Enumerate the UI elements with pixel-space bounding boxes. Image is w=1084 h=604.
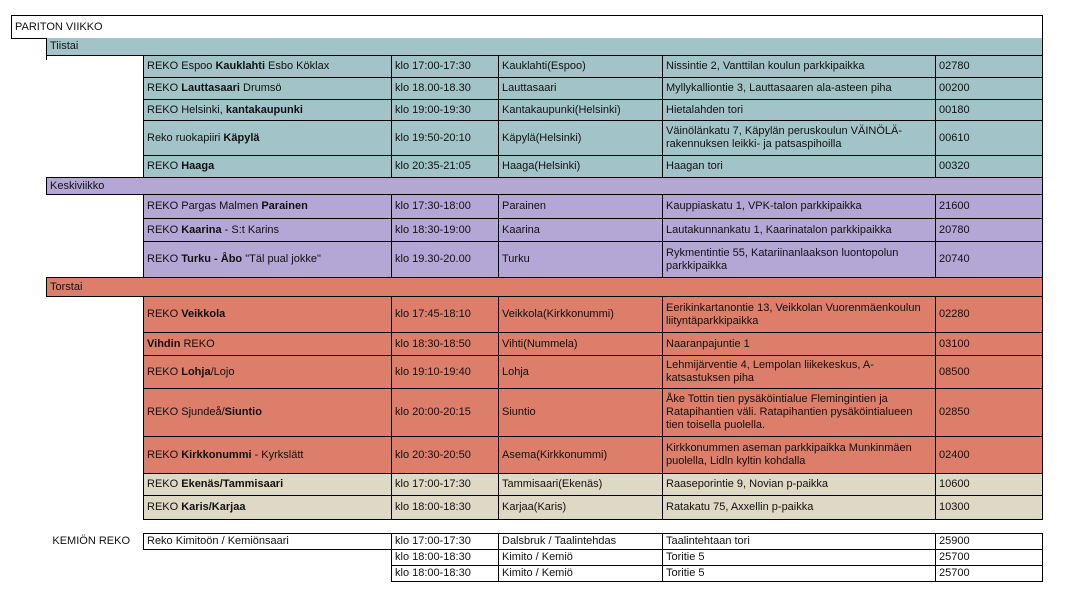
market-name-suffix: - S:t Karins [221,223,280,236]
kemio-cell-time [391,533,499,550]
time-text: klo 19:50-20:10 [395,131,471,144]
cell-name [143,436,392,474]
title-text: PARITON VIIKKO [15,20,103,33]
time-text: klo 17:45-18:10 [395,308,471,320]
kemio-address-text: Taalintehtaan tori [666,535,750,547]
divider [46,56,47,60]
market-name-prefix: REKO [147,253,182,265]
cell-place [498,120,663,156]
postal-text: 00180 [939,103,970,116]
market-name-bold: Haaga [181,160,215,172]
cell-place [498,436,663,474]
cell-time [391,194,499,219]
place-text: Turku [502,253,530,265]
cell-time [391,218,499,242]
market-name-prefix: REKO [147,448,182,461]
time-text: klo 19:10-19:40 [395,365,471,378]
time-text: klo 20:35-21:05 [395,160,471,172]
cell-name [143,77,392,100]
market-name-bold: Veikkola [181,308,226,320]
cell-address [662,332,936,356]
address-text: Lautakunnankatu 1, Kaarinatalon parkkipaikka [666,223,892,236]
cell-place [498,194,663,219]
market-name-prefix: REKO [147,82,182,94]
kemio-postal-text: 25900 [939,535,970,547]
cell-time [391,296,499,333]
cell-place [498,241,663,278]
market-name-bold: Vihdin [147,337,181,350]
market-name [147,253,321,266]
cell-time [391,99,499,121]
postal-text: 08500 [939,365,970,378]
market-name [147,224,279,237]
market-name-prefix: REKO Sjundeå/ [147,406,225,418]
postal-text: 02850 [939,406,970,418]
cell-address [662,99,936,121]
market-name-suffix: "Täl pual jokke" [242,253,321,265]
market-name [147,501,245,514]
postal-text: 20780 [939,223,970,236]
day-label: Tiistai [50,40,79,52]
cell-postal [935,495,1043,520]
market-name [147,366,234,379]
cell-place [498,332,663,356]
cell-time [391,155,499,178]
time-text: klo 20:30-20:50 [395,448,471,461]
market-name [147,60,329,73]
market-name-suffix: Drumsö [239,82,282,94]
postal-text: 20740 [939,253,970,265]
kemio-name-cell [143,533,392,550]
address-text: Rykmentintie 55, Katariinanlaakson luontopolun parkkipaikka [666,246,899,272]
market-name-bold: Lauttasaari [181,82,240,94]
cell-place [498,296,663,333]
kemio-cell-postal [935,533,1043,550]
place-text: Haaga(Helsinki) [502,160,581,172]
address-text: Haagan tori [666,160,723,172]
kemio-place-text: Dalsbruk / Taalintehdas [502,535,617,547]
market-name [147,308,225,321]
market-name-bold: kantakaupunki [225,103,303,116]
market-name-suffix: REKO [180,337,215,350]
market-name-bold: Ekenäs/Tammisaari [181,478,284,490]
cell-place [498,388,663,437]
cell-place [498,355,663,389]
place-text: Lauttasaari [502,82,557,94]
time-text: klo 17:30-18:00 [395,200,471,212]
kemio-address-text: Toritie 5 [666,551,705,563]
cell-time [391,332,499,356]
place-text: Kantakaupunki(Helsinki) [502,103,621,116]
market-name-bold: Karis/Karjaa [181,501,246,513]
kemio-cell-time [391,565,499,582]
day-header-tiistai [46,38,1043,56]
market-name [147,104,303,117]
address-text: Lehmijärventie 4, Lempolan liikekeskus, A-katsastuksen piha [666,359,874,384]
place-text: Kauklahti(Espoo) [502,60,586,72]
postal-text: 02400 [939,448,970,461]
cell-time [391,355,499,389]
market-name-bold: Kauklahti [215,60,265,72]
address-text: Kauppiaskatu 1, VPK-talon parkkipaikka [666,200,862,212]
postal-text: 00610 [939,131,970,144]
cell-time [391,388,499,437]
market-name-prefix: Reko ruokapiiri [147,131,224,144]
cell-address [662,120,936,156]
market-name [147,338,215,351]
address-text: Ratakatu 75, Axxellin p-paikka [666,501,814,513]
cell-time [391,77,499,100]
day-header-keskiviikko [46,177,1043,195]
market-name [147,82,282,95]
cell-address [662,473,936,496]
place-text: Vihti(Nummela) [502,337,578,350]
time-text: klo 20:00-20:15 [395,406,471,418]
kemio-place-text: Kimito / Kemiö [502,551,573,563]
time-text: klo 19:00-19:30 [395,103,471,116]
cell-postal [935,332,1043,356]
market-name [147,132,260,145]
cell-time [391,120,499,156]
place-text: Tammisaari(Ekenäs) [502,478,603,490]
cell-postal [935,296,1043,333]
market-name-prefix: REKO Pargas Malmen [147,200,262,212]
day-label: Torstai [50,280,83,293]
kemio-postal-text: 25700 [939,551,970,563]
place-text: Asema(Kirkkonummi) [502,448,608,461]
kemio-cell-address [662,549,936,566]
cell-time [391,473,499,496]
cell-postal [935,194,1043,219]
address-text: Naaranpajuntie 1 [666,337,750,350]
time-text: klo 17:00-17:30 [395,60,471,72]
cell-name [143,388,392,437]
kemio-label [40,533,140,550]
cell-postal [935,355,1043,389]
market-name-bold: Lohja [181,365,211,378]
kemio-time-text: klo 18:00-18:30 [395,551,471,563]
address-text: Eerikinkartanontie 13, Veikkolan Vuorenmäenkoulun liityntäparkkipaikka [666,301,921,327]
kemio-cell-place [498,549,663,566]
cell-postal [935,241,1043,278]
market-name [147,200,308,213]
kemio-cell-place [498,565,663,582]
cell-name [143,99,392,121]
cell-time [391,436,499,474]
postal-text: 02280 [939,308,970,320]
kemio-cell-postal [935,565,1043,582]
cell-place [498,99,663,121]
cell-time [391,495,499,520]
kemio-time-text: klo 18:00-18:30 [395,567,471,579]
postal-text: 00200 [939,82,970,94]
market-name-prefix: REKO [147,160,182,172]
cell-name [143,218,392,242]
postal-text: 10300 [939,501,970,513]
postal-text: 21600 [939,200,970,212]
kemio-time-text: klo 17:00-17:30 [395,535,471,547]
market-name-suffix: - Kyrkslätt [251,448,304,461]
cell-address [662,194,936,219]
market-name [147,406,262,419]
cell-postal [935,473,1043,496]
day-header-torstai [46,277,1043,297]
market-name [147,449,303,462]
cell-time [391,55,499,78]
kemio-cell-place [498,533,663,550]
place-text: Parainen [502,200,547,212]
cell-name [143,55,392,78]
cell-address [662,241,936,278]
address-text: Nissintie 2, Vanttilan koulun parkkipaikka [666,60,865,72]
time-text: klo 18.00-18.30 [395,82,471,94]
day-label: Keskiviikko [50,179,105,192]
cell-postal [935,55,1043,78]
cell-place [498,473,663,496]
cell-postal [935,155,1043,178]
cell-postal [935,218,1043,242]
time-text: klo 17:00-17:30 [395,478,471,490]
market-name-bold: Parainen [261,200,308,212]
postal-text: 03100 [939,337,970,350]
cell-name [143,473,392,496]
cell-address [662,77,936,100]
market-name-bold: Siuntio [224,406,262,418]
address-text: Myllykalliontie 3, Lauttasaaren ala-asteen piha [666,82,892,94]
kemio-name: Reko Kimitoön / Kemiönsaari [147,535,289,547]
kemio-address-text: Toritie 5 [666,567,705,579]
place-text: Karjaa(Karis) [502,501,567,513]
cell-place [498,218,663,242]
address-text: Åke Tottin tien pysäköintialue Flemingintien ja Ratapihantien väli. Ratapihantien pysäköintialueen tien toisella puolella. [666,393,913,431]
kemio-postal-text: 25700 [939,567,970,579]
cell-address [662,355,936,389]
address-text: Hietalahden tori [666,103,744,116]
market-name-prefix: REKO [147,501,182,513]
market-name-suffix: /Lojo [210,365,235,378]
cell-name [143,296,392,333]
cell-address [662,495,936,520]
postal-text: 00320 [939,160,970,172]
cell-postal [935,120,1043,156]
cell-place [498,495,663,520]
cell-name [143,355,392,389]
time-text: klo 19.30-20.00 [395,253,471,265]
market-name-prefix: REKO [147,223,182,236]
cell-name [143,194,392,219]
place-text: Lohja [502,365,529,378]
kemio-cell-address [662,533,936,550]
kemio-cell-postal [935,549,1043,566]
page-title [11,15,1043,39]
kemio-place-text: Kimito / Kemiö [502,567,573,579]
market-name-prefix: REKO [147,478,182,490]
market-name-prefix: REKO Espoo [147,60,216,72]
cell-time [391,241,499,278]
market-name-suffix: Esbo Köklax [265,60,330,72]
place-text: Käpylä(Helsinki) [502,131,582,144]
cell-place [498,77,663,100]
market-name [147,478,283,491]
cell-address [662,388,936,437]
place-text: Kaarina [502,223,540,236]
market-name-bold: Turku - Åbo [181,253,243,265]
kemio-cell-address [662,565,936,582]
cell-address [662,218,936,242]
place-text: Veikkola(Kirkkonummi) [502,308,614,320]
market-name [147,160,214,173]
cell-name [143,155,392,178]
cell-address [662,155,936,178]
cell-postal [935,99,1043,121]
market-name-bold: Kirkkonummi [181,448,252,461]
cell-postal [935,388,1043,437]
postal-text: 02780 [939,60,970,72]
cell-address [662,436,936,474]
address-text: Raaseporintie 9, Novian p-paikka [666,478,829,490]
cell-postal [935,436,1043,474]
postal-text: 10600 [939,478,970,490]
cell-postal [935,77,1043,100]
time-text: klo 18:30-19:00 [395,223,471,236]
cell-name [143,495,392,520]
place-text: Siuntio [502,406,536,418]
market-name-bold: Käpylä [223,131,260,144]
market-name-bold: Kaarina [181,223,222,236]
cell-name [143,120,392,156]
address-text: Väinölänkatu 7, Käpylän peruskoulun VÄINÖLÄ-rakennuksen leikki- ja patsaspihoilla [666,125,903,150]
cell-address [662,296,936,333]
cell-address [662,55,936,78]
kemio-cell-time [391,549,499,566]
time-text: klo 18:00-18:30 [395,501,471,513]
address-text: Kirkkonummen aseman parkkipaikka Munkinmäen puolella, Lidln kyltin kohdalla [666,442,912,467]
market-name-prefix: REKO [147,365,182,378]
market-name-prefix: REKO [147,308,182,320]
time-text: klo 18:30-18:50 [395,337,471,350]
kemio-label-text: KEMIÖN REKO [52,535,130,547]
cell-name [143,241,392,278]
market-name-prefix: REKO Helsinki, [147,103,226,116]
cell-place [498,55,663,78]
cell-name [143,332,392,356]
cell-place [498,155,663,178]
